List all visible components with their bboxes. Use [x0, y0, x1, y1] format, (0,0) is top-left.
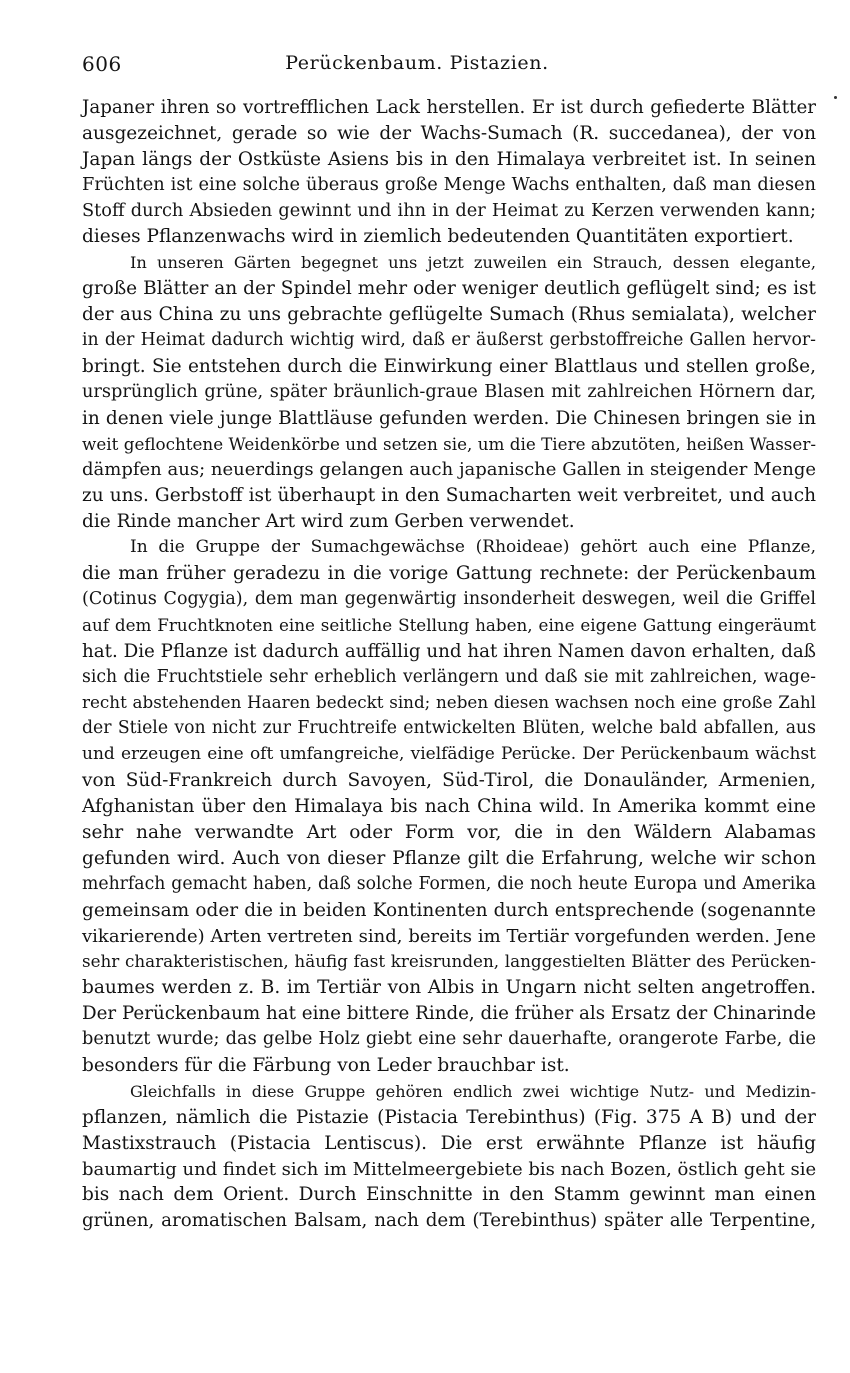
text-line: (Cotinus Cogygia), dem man gegenwärtig insonderheit deswegen, weil die Griffel [82, 588, 816, 609]
text-line: recht abstehenden Haaren bedeckt sind; neben diesen wachsen noch eine große Zahl [82, 692, 816, 713]
text-line: bis nach dem Orient. Durch Einschnitte in den Stamm gewinnt man einen [82, 1184, 816, 1206]
text-line: ausgezeichnet, gerade so wie der Wachs-Sumach (R. succedanea), der von [82, 122, 816, 144]
text-line: der aus China zu uns gebrachte geflügelte Sumach (Rhus semialata), welcher [82, 304, 816, 326]
text-line: Japan längs der Ostküste Asiens bis in den Himalaya verbreitet ist. In seinen [82, 148, 816, 170]
body-text [82, 95, 816, 1234]
text-line: gemeinsam oder die in beiden Kontinenten durch entsprechende (sogenannte [82, 899, 816, 921]
page-header [82, 52, 752, 82]
text-line: Afghanistan über den Himalaya bis nach China wild. In Amerika kommt eine [82, 796, 816, 818]
text-line: Gleichfalls in diese Gruppe gehören endlich zwei wichtige Nutz- und Medizin- [130, 1081, 816, 1101]
text-line: dieses Pflanzenwachs wird in ziemlich bedeutenden Quantitäten exportiert. [82, 226, 794, 248]
text-line: dämpfen aus; neuerdings gelangen auch japanische Gallen in steigender Menge [82, 459, 816, 481]
text-line: weit geflochtene Weidenkörbe und setzen sie, um die Tiere abzutöten, heißen Wasser- [82, 433, 816, 454]
text-line: Früchten ist eine solche überaus große Menge Wachs enthalten, daß man diesen [82, 174, 816, 195]
text-line: sich die Fruchtstiele sehr erheblich verlängern und daß sie mit zahlreichen, wage- [82, 666, 816, 687]
text-line: pflanzen, nämlich die Pistazie (Pistacia Terebinthus) (Fig. 375 A B) und der [82, 1106, 816, 1128]
text-line: große Blätter an der Spindel mehr oder weniger deutlich geflügelt sind; es ist [82, 278, 816, 300]
text-line: zu uns. Gerbstoff ist überhaupt in den Sumacharten weit verbreitet, und auch [82, 485, 816, 507]
text-line: hat. Die Pflanze ist dadurch auffällig und hat ihren Namen davon erhalten, daß [82, 640, 816, 662]
text-line: besonders für die Färbung von Leder brauchbar ist. [82, 1054, 570, 1076]
text-line: Stoff durch Absieden gewinnt und ihn in der Heimat zu Kerzen verwenden kann; [82, 200, 816, 221]
text-line: ursprünglich grüne, später bräunlich-graue Blasen mit zahlreichen Hörnern dar, [82, 381, 816, 402]
text-line: sehr charakteristischen, häufig fast kreisrunden, langgestielten Blätter des Perücken- [82, 951, 816, 972]
text-line: in denen viele junge Blattläuse gefunden werden. Die Chinesen bringen sie in [82, 407, 816, 429]
text-line: von Süd-Frankreich durch Savoyen, Süd-Tirol, die Donauländer, Armenien, [82, 770, 816, 792]
text-line: In die Gruppe der Sumachgewächse (Rhoideae) gehört auch eine Pflanze, [130, 537, 816, 558]
text-line: Mastixstrauch (Pistacia Lentiscus). Die erst erwähnte Pflanze ist häufig [82, 1132, 816, 1154]
text-line: gefunden wird. Auch von dieser Pflanze gilt die Erfahrung, welche wir schon [82, 847, 816, 869]
running-head: Perückenbaum. Pistazien. [285, 52, 549, 74]
text-line: vikarierende) Arten vertreten sind, bereits im Tertiär vorgefunden werden. Jene [82, 925, 816, 947]
text-line: grünen, aromatischen Balsam, nach dem (Terebinthus) später alle Terpentine, [82, 1210, 816, 1232]
text-line: Japaner ihren so vortrefflichen Lack herstellen. Er ist durch gefiederte Blätter [82, 97, 816, 118]
text-line: baumartig und findet sich im Mittelmeergebiete bis nach Bozen, östlich geht sie [82, 1158, 817, 1180]
text-line: In unseren Gärten begegnet uns jetzt zuweilen ein Strauch, dessen elegante, [130, 253, 816, 273]
text-line: die man früher geradezu in die vorige Gattung rechnete: der Perückenbaum [82, 563, 816, 585]
text-line: benutzt wurde; das gelbe Holz giebt eine sehr dauerhafte, orangerote Farbe, die [82, 1029, 816, 1050]
text-line: mehrfach gemacht haben, daß solche Formen, die noch heute Europa und Amerika [82, 873, 816, 894]
text-line: die Rinde mancher Art wird zum Gerben verwendet. [82, 511, 575, 533]
text-line: auf dem Fruchtknoten eine seitliche Stellung haben, eine eigene Gattung eingeräumt [82, 614, 816, 635]
text-line: sehr nahe verwandte Art oder Form vor, die in den Wäldern Alabamas [82, 821, 816, 843]
text-line: in der Heimat dadurch wichtig wird, daß er äußerst gerbstoffreiche Gallen hervor- [82, 330, 816, 351]
page-number: 606 [82, 52, 122, 76]
text-line: der Stiele von nicht zur Fruchtreife entwickelten Blüten, welche bald abfallen, aus [82, 718, 816, 739]
text-line: und erzeugen eine oft umfangreiche, vielfädige Perücke. Der Perückenbaum wächst [82, 744, 816, 765]
text-line: baumes werden z. B. im Tertiär von Albis in Ungarn nicht selten angetroffen. [82, 977, 816, 999]
text-line: bringt. Sie entstehen durch die Einwirkung einer Blattlaus und stellen große, [82, 355, 816, 377]
margin-mark [834, 96, 837, 99]
text-line: Der Perückenbaum hat eine bittere Rinde, die früher als Ersatz der Chinarinde [82, 1003, 816, 1025]
